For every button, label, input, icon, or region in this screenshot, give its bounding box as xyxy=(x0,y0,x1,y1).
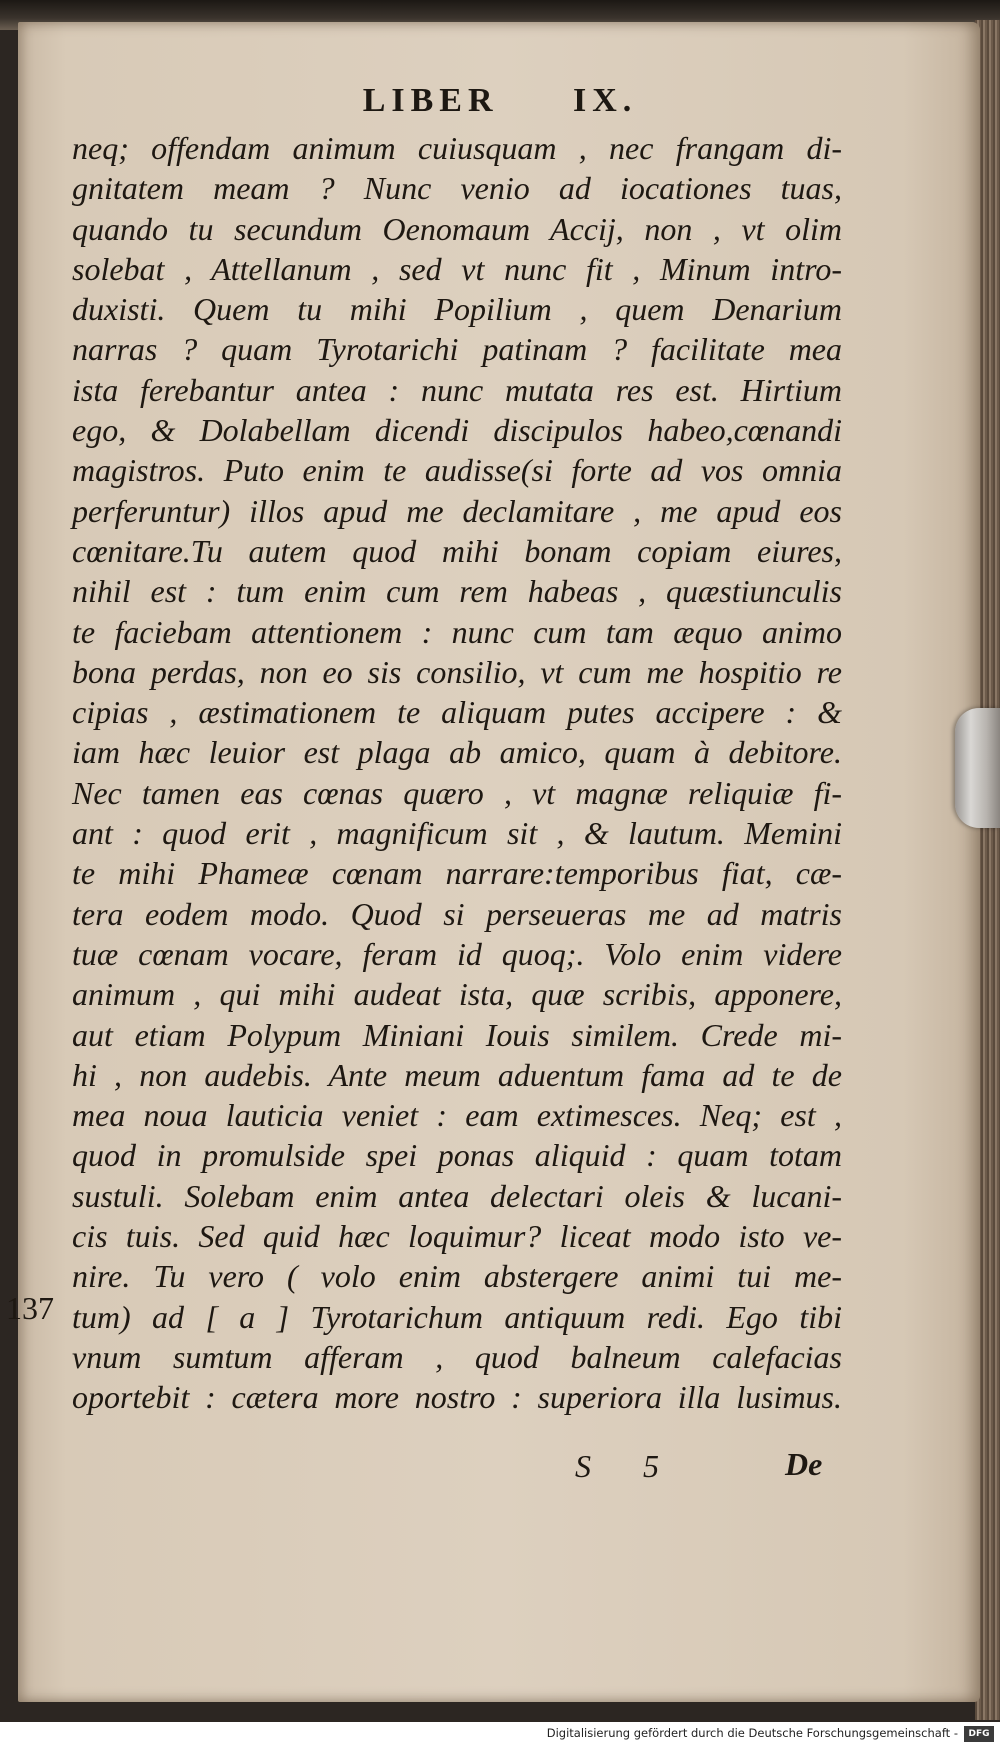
text-line: nire. Tu vero ( volo enim abstergere animi tui me- xyxy=(72,1258,842,1295)
text-line: ista ferebantur antea : nunc mutata res est. Hirtium xyxy=(72,371,842,408)
text-line: ant : quod erit , magnificum sit , & lautum. Memini xyxy=(72,815,842,852)
text-line: ego, & Dolabellam dicendi discipulos habeo,cœnandi xyxy=(72,412,842,449)
text-line: solebat , Attellanum , sed vt nunc fit , Minum intro- xyxy=(72,250,842,287)
signature-mark: S 5 xyxy=(575,1448,681,1484)
digitization-credit: Digitalisierung gefördert durch die Deutsche Forschungsgemeinschaft - xyxy=(546,1726,958,1740)
dfg-logo: DFG xyxy=(964,1726,994,1742)
text-line: quando tu secundum Oenomaum Accij, non , vt olim xyxy=(72,210,842,247)
text-line: hi , non audebis. Ante meum aduentum fama ad te de xyxy=(72,1056,842,1093)
text-line: cœnitare.Tu autem quod mihi bonam copiam eiures, xyxy=(72,532,842,569)
text-line: te mihi Phameæ cœnam narrare:temporibus fiat, cæ- xyxy=(72,855,842,892)
page-clip xyxy=(955,708,1000,828)
text-line: te faciebam attentionem : nunc cum tam æquo animo xyxy=(72,613,842,650)
text-line: gnitatem meam ? Nunc venio ad iocationes tuas, xyxy=(72,170,842,207)
text-line: cis tuis. Sed quid hæc loquimur? liceat modo isto ve- xyxy=(72,1218,842,1255)
text-line: neq; offendam animum cuiusquam , nec frangam di- xyxy=(72,130,842,166)
text-line: nihil est : tum enim cum rem habeas , quæstiunculis xyxy=(72,573,842,610)
text-line: narras ? quam Tyrotarichi patinam ? facilitate mea xyxy=(72,331,842,368)
text-line: perferuntur) illos apud me declamitare , me apud eos xyxy=(72,492,842,529)
text-line: bona perdas, non eo sis consilio, vt cum me hospitio re xyxy=(72,653,842,690)
text-line: mea noua lauticia veniet : eam extimesces. Neq; est , xyxy=(72,1097,842,1134)
text-line: duxisti. Quem tu mihi Popilium , quem Denarium xyxy=(72,291,842,328)
text-line: sustuli. Solebam enim antea delectari oleis & lucani- xyxy=(72,1177,842,1214)
running-head: LIBER IX. xyxy=(362,82,638,119)
text-line: animum , qui mihi audeat ista, quæ scribis, apponere, xyxy=(72,976,842,1013)
text-line: tuæ cœnam vocare, feram id quoq;. Volo enim videre xyxy=(72,935,842,972)
margin-page-number: 137 xyxy=(6,1290,54,1326)
text-line: tum) ad [ a ] Tyrotarichum antiquum redi. Ego tibi xyxy=(72,1298,842,1335)
text-line: vnum sumtum afferam , quod balneum calefacias xyxy=(72,1338,842,1375)
text-line: Nec tamen eas cœnas quæro , vt magnæ reliquiæ fi- xyxy=(72,774,842,811)
text-line: aut etiam Polypum Miniani Iouis similem. Crede mi- xyxy=(72,1016,842,1053)
text-line: magistros. Puto enim te audisse(si forte ad vos omnia xyxy=(72,452,842,489)
text-line: tera eodem modo. Quod si perseueras me ad matris xyxy=(72,895,842,932)
text-line: cipias , æstimationem te aliquam putes accipere : & xyxy=(72,694,842,731)
body-text xyxy=(72,128,842,1418)
text-line: oportebit : cætera more nostro : superiora illa lusimus. xyxy=(72,1379,842,1416)
catchword: De xyxy=(785,1446,823,1482)
text-line: quod in promulside spei ponas aliquid : quam totam xyxy=(72,1137,842,1174)
text-line: iam hæc leuior est plaga ab amico, quam à debitore. xyxy=(72,734,842,771)
